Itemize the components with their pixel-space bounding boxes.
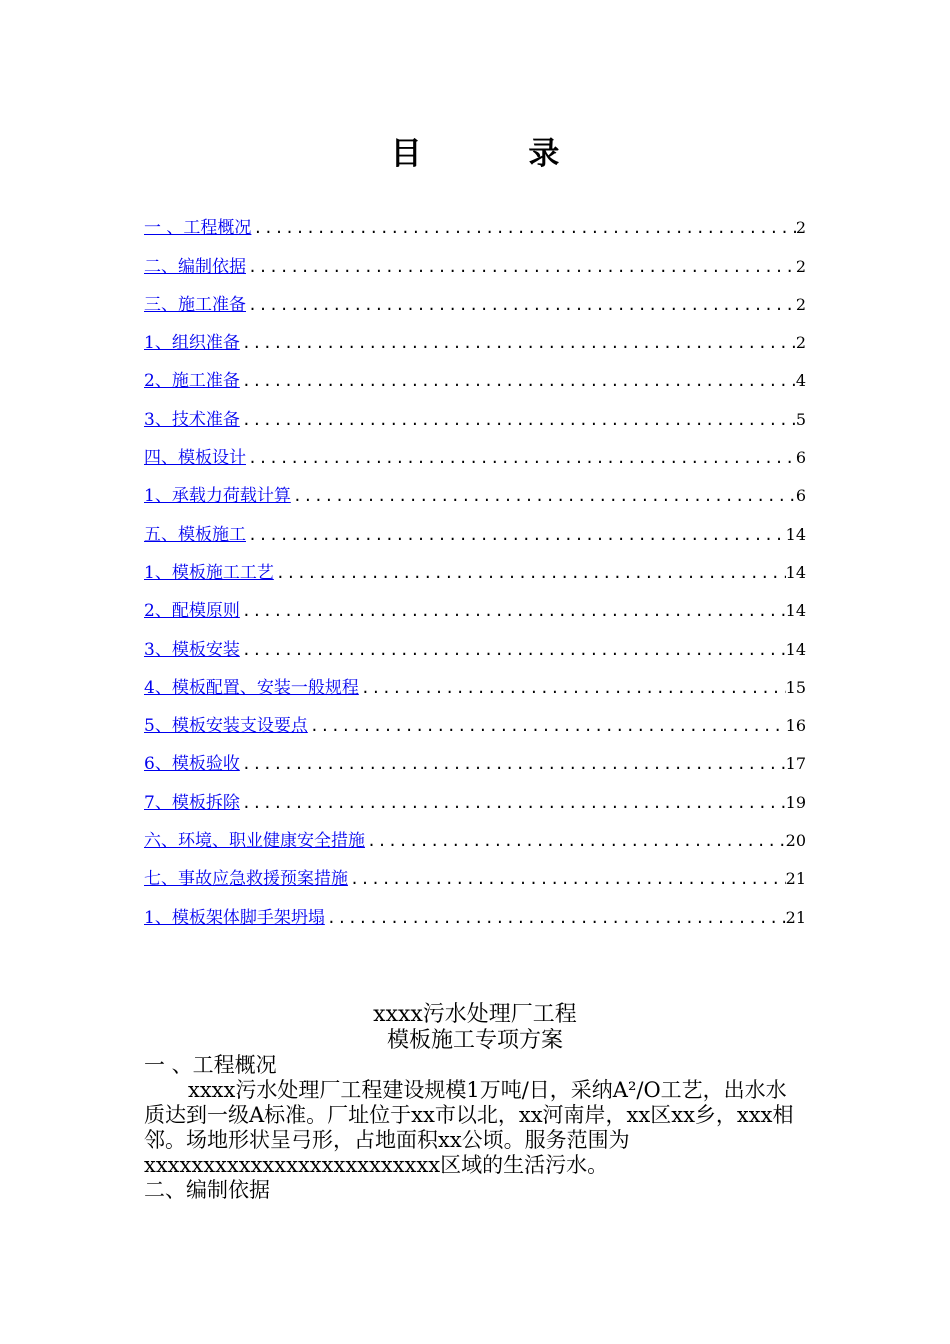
toc-entry-link[interactable]: 7、模板拆除 <box>144 792 240 813</box>
toc-leader-dots <box>365 830 786 852</box>
toc-entry[interactable] <box>144 775 806 813</box>
toc-page-number: 2 <box>795 294 806 314</box>
toc-page-number: 21 <box>785 869 806 889</box>
toc-leader-dots <box>240 332 796 354</box>
toc-entry-link[interactable]: 6、模板验收 <box>144 754 240 775</box>
toc-page-number: 2 <box>795 218 806 238</box>
toc-page-number: 2 <box>795 333 806 353</box>
toc-entry-link[interactable]: 1、模板架体脚手架坍塌 <box>144 907 325 928</box>
toc-leader-dots <box>246 256 796 278</box>
toc-entry[interactable] <box>144 316 806 354</box>
toc-leader-dots <box>359 677 786 699</box>
toc-page-number: 6 <box>795 448 806 468</box>
toc-leader-dots <box>246 294 796 316</box>
toc-entry[interactable] <box>144 852 806 890</box>
toc-page-number: 5 <box>795 409 806 429</box>
toc-entry-link[interactable]: 3、技术准备 <box>144 409 240 430</box>
toc-leader-dots <box>325 907 786 929</box>
toc-leader-dots <box>240 639 786 661</box>
toc-entry[interactable] <box>144 392 806 430</box>
toc-page-number: 16 <box>785 716 806 736</box>
toc-entry[interactable] <box>144 431 806 469</box>
toc-entry[interactable] <box>144 239 806 277</box>
toc-page-number: 4 <box>795 371 806 391</box>
toc-entry[interactable] <box>144 278 806 316</box>
toc-leader-dots <box>240 792 786 814</box>
section1-heading: 一 、工程概况 <box>144 1053 277 1077</box>
toc-title: 目 录 <box>390 136 608 172</box>
toc-entry-link[interactable]: 1、组织准备 <box>144 333 240 354</box>
toc-page-number: 2 <box>795 256 806 276</box>
toc-leader-dots <box>246 447 796 469</box>
toc-page-number: 15 <box>785 677 806 697</box>
toc-entry[interactable] <box>144 622 806 660</box>
toc-page-number: 14 <box>785 639 806 659</box>
toc-entry-link[interactable]: 1、承载力荷载计算 <box>144 486 291 507</box>
toc-entry[interactable] <box>144 737 806 775</box>
toc-leader-dots <box>240 600 786 622</box>
toc-leader-dots <box>240 409 796 431</box>
section2-heading: 二、编制依据 <box>144 1178 270 1202</box>
toc-entry-link[interactable]: 4、模板配置、安装一般规程 <box>144 677 359 698</box>
toc-entry-link[interactable]: 六、环境、职业健康安全措施 <box>144 831 365 852</box>
toc-entry-link[interactable]: 5、模板安装支设要点 <box>144 716 308 737</box>
toc-page-number: 14 <box>785 601 806 621</box>
toc-entry-link[interactable]: 四、模板设计 <box>144 448 246 469</box>
toc-entry[interactable] <box>144 584 806 622</box>
section1-paragraph: xxxx污水处理厂工程建设规模1万吨/日，采纳A²/O工艺，出水水质达到一级A标准。厂址位于xx市以北，xx河南岸，xx区xx乡，xxx相邻。场地形状呈弓形，占地面积xx公顷。服务范围为xxxxxxxxxxxxxxxxxxxxxxxxx区域的生活污水。 <box>144 1078 794 1177</box>
toc-leader-dots <box>274 562 786 584</box>
toc-entry[interactable] <box>144 699 806 737</box>
toc-page-number: 21 <box>785 907 806 927</box>
table-of-contents <box>144 201 806 929</box>
toc-entry[interactable] <box>144 354 806 392</box>
toc-page-number: 14 <box>785 524 806 544</box>
toc-leader-dots <box>348 868 786 890</box>
toc-page-number: 14 <box>785 562 806 582</box>
toc-leader-dots <box>291 485 796 507</box>
document-title-line1: xxxx污水处理厂工程 <box>373 1002 577 1027</box>
toc-entry[interactable] <box>144 507 806 545</box>
toc-leader-dots <box>251 217 795 239</box>
toc-entry[interactable] <box>144 661 806 699</box>
toc-page-number: 19 <box>785 792 806 812</box>
toc-entry[interactable] <box>144 890 806 928</box>
toc-entry[interactable] <box>144 546 806 584</box>
toc-leader-dots <box>246 524 786 546</box>
toc-entry-link[interactable]: 2、施工准备 <box>144 371 240 392</box>
toc-entry[interactable] <box>144 814 806 852</box>
toc-entry-link[interactable]: 五、模板施工 <box>144 524 246 545</box>
toc-entry[interactable] <box>144 469 806 507</box>
document-title-line2: 模板施工专项方案 <box>386 1028 563 1053</box>
toc-leader-dots <box>308 715 786 737</box>
toc-leader-dots <box>240 753 786 775</box>
toc-entry-link[interactable]: 2、配模原则 <box>144 601 240 622</box>
toc-entry-link[interactable]: 3、模板安装 <box>144 639 240 660</box>
toc-entry[interactable] <box>144 201 806 239</box>
toc-page-number: 17 <box>785 754 806 774</box>
toc-entry-link[interactable]: 二、编制依据 <box>144 256 246 277</box>
toc-page-number: 6 <box>795 486 806 506</box>
toc-entry-link[interactable]: 一 、工程概况 <box>144 218 252 239</box>
toc-entry-link[interactable]: 三、施工准备 <box>144 294 246 315</box>
toc-entry-link[interactable]: 七、事故应急救援预案措施 <box>144 869 348 890</box>
toc-entry-link[interactable]: 1、模板施工工艺 <box>144 562 274 583</box>
toc-leader-dots <box>240 370 796 392</box>
toc-page-number: 20 <box>785 831 806 851</box>
